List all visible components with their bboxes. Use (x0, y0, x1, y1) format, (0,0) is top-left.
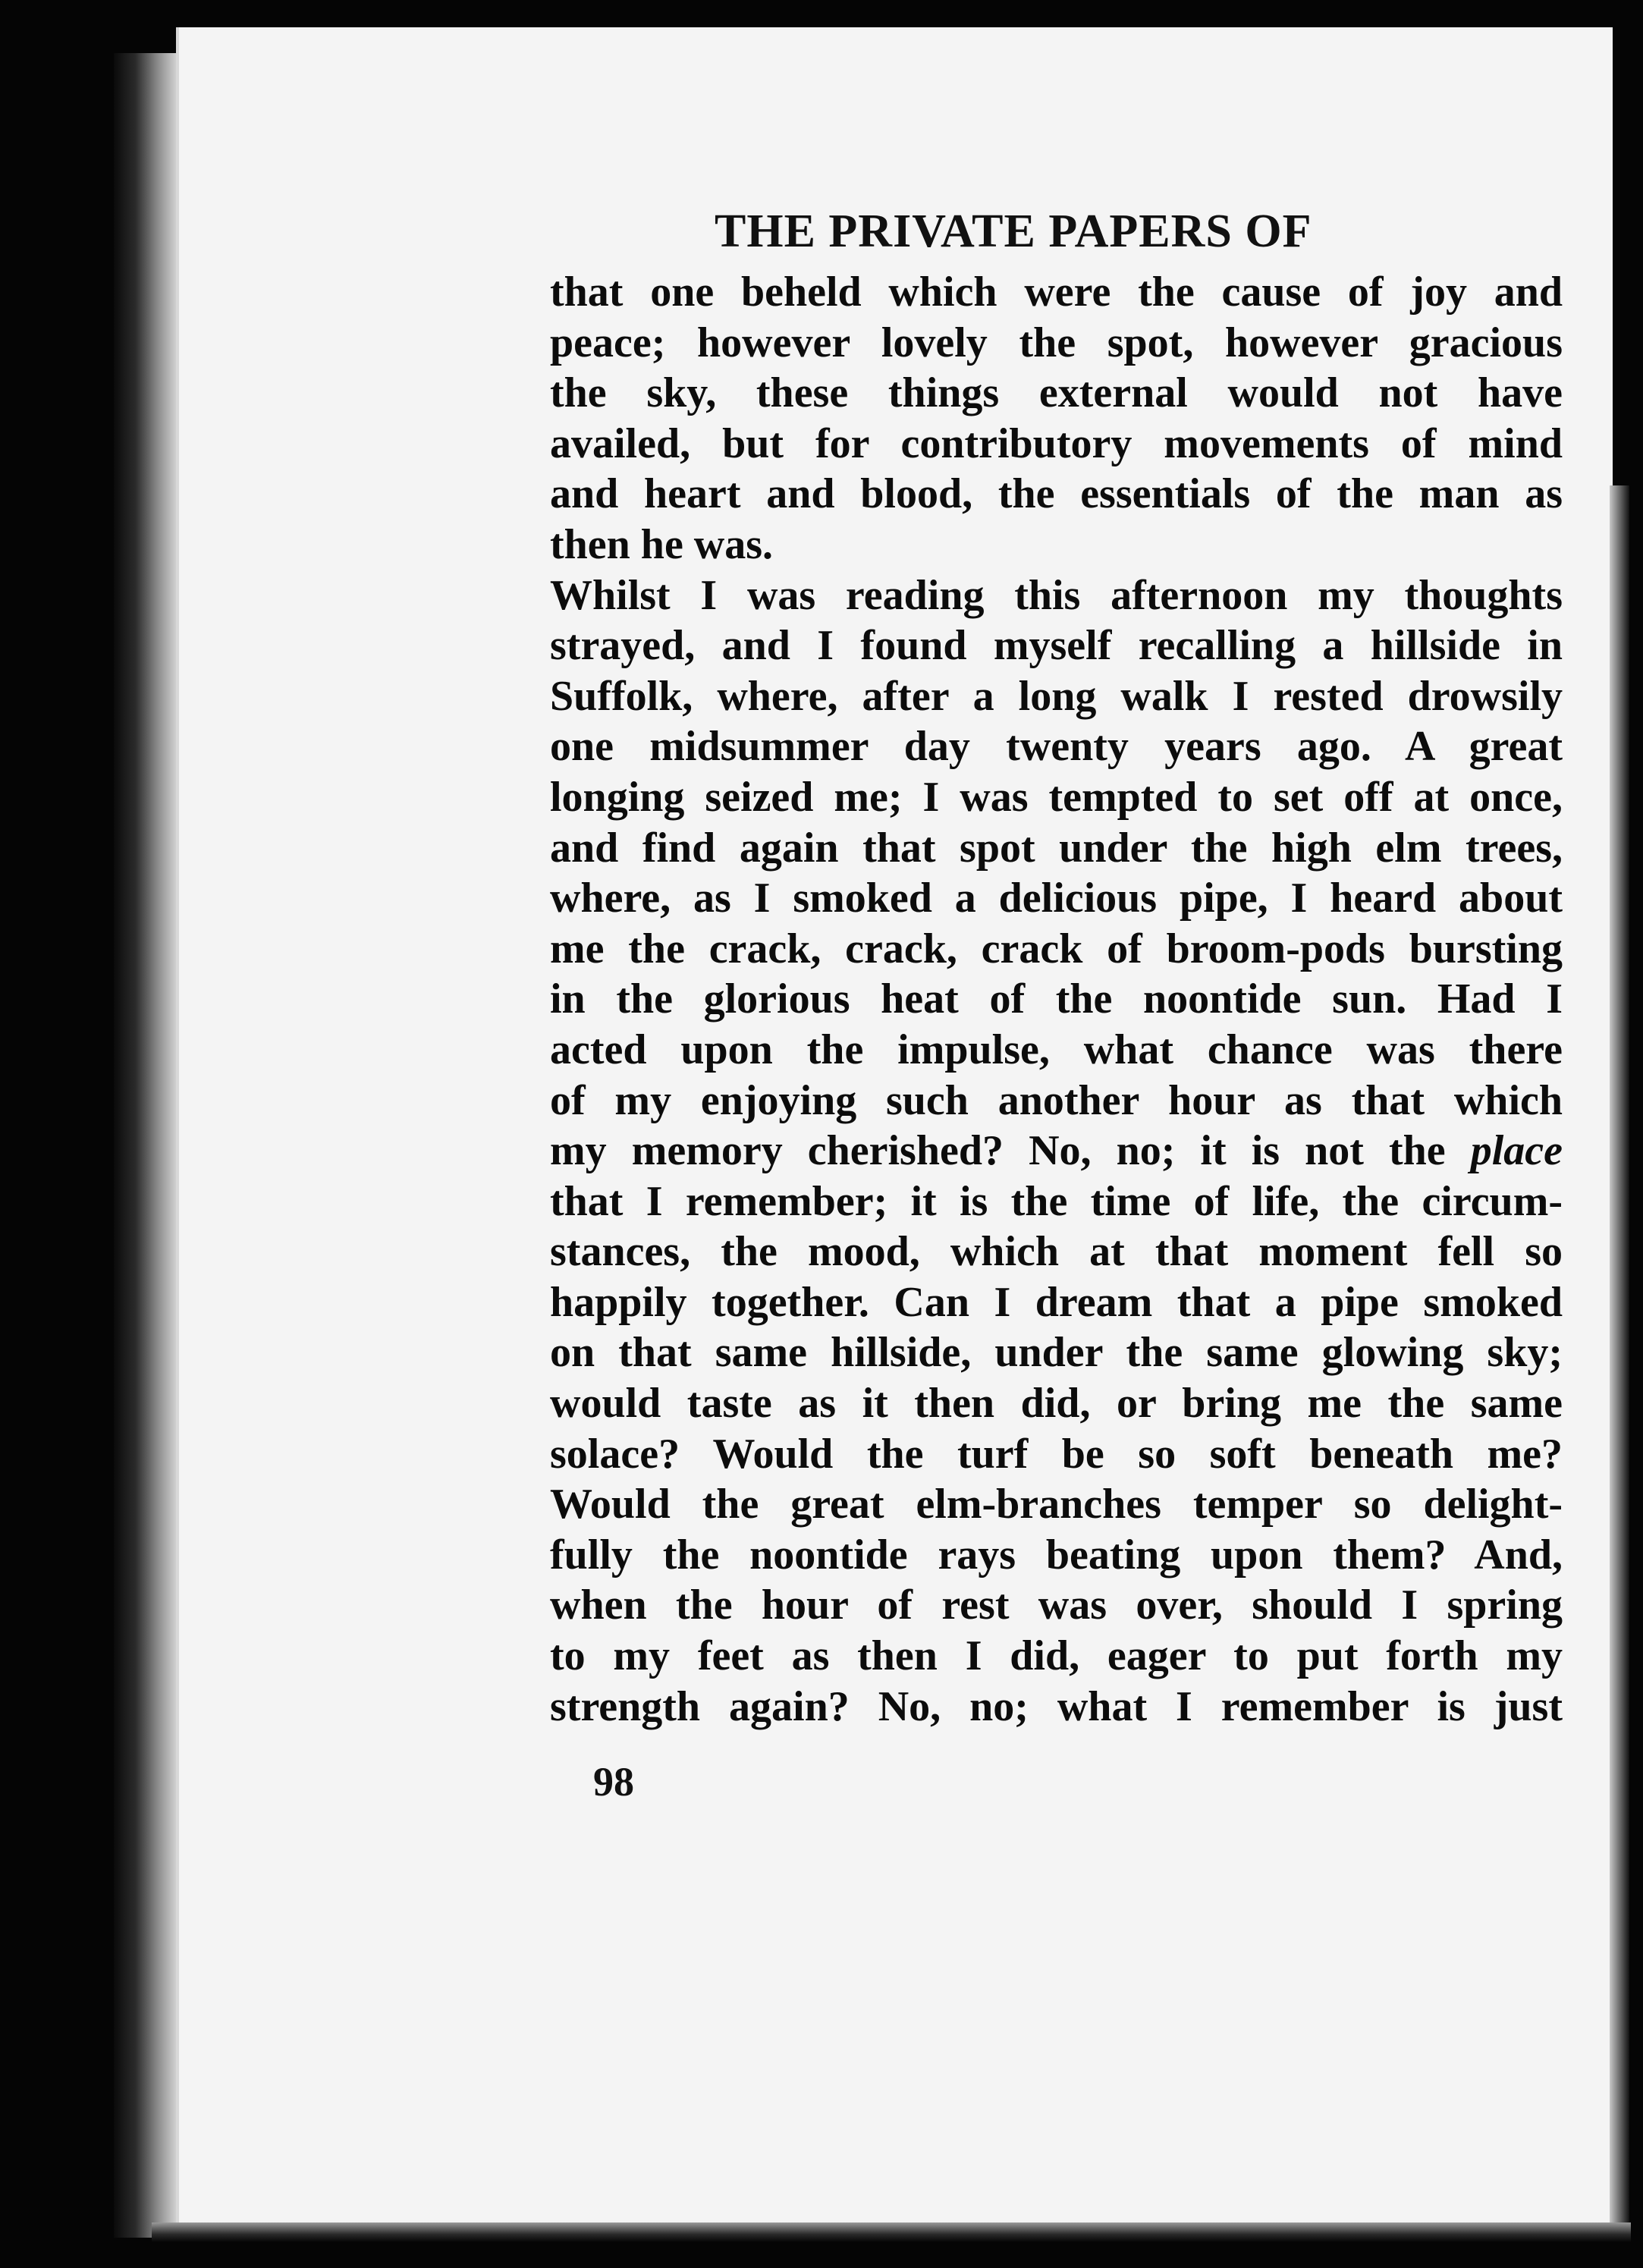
text-line: stances, the mood, which at that moment fell so (550, 1228, 1563, 1276)
text-line: that I remember; it is the time of life, the circum- (550, 1177, 1563, 1225)
text-line: me the crack, crack, crack of broom-pods bursting (550, 925, 1563, 972)
body-text (550, 267, 1563, 1732)
page-right-edge (1610, 485, 1629, 2230)
text-line: of my enjoying such another hour as that which (550, 1076, 1563, 1124)
page-number: 98 (593, 1759, 634, 1805)
text-line: where, as I smoked a delicious pipe, I heard about (550, 875, 1563, 922)
text-line: Whilst I was reading this afternoon my thoughts (550, 571, 1563, 619)
text-line: one midsummer day twenty years ago. A great (550, 723, 1563, 771)
text-line: when the hour of rest was over, should I spring (550, 1582, 1563, 1629)
text-line: to my feet as then I did, eager to put forth my (550, 1632, 1563, 1680)
text-line: peace; however lovely the spot, however gracious (550, 319, 1563, 366)
text-line: the sky, these things external would not have (550, 369, 1563, 417)
book-spine-edge (114, 53, 176, 2238)
text-line: strength again? No, no; what I remember is just (550, 1682, 1563, 1730)
text-line: acted upon the impulse, what chance was there (550, 1026, 1563, 1073)
text-line: on that same hillside, under the same glowing sky; (550, 1329, 1563, 1377)
text-line: availed, but for contributory movements of mind (550, 419, 1563, 467)
text-fragment: my memory cherished? No, no; it is not the (550, 1127, 1446, 1175)
page-bottom-edge (152, 2222, 1631, 2242)
text-line: Would the great elm-branches temper so delight- (550, 1481, 1563, 1528)
text-line: happily together. Can I dream that a pipe smoked (550, 1278, 1563, 1326)
text-line: and heart and blood, the essentials of the man as (550, 470, 1563, 518)
running-head: THE PRIVATE PAPERS OF (715, 206, 1312, 257)
italic-word: place (1470, 1127, 1563, 1175)
text-line: then he was. (550, 520, 774, 568)
text-line: fully the noontide rays beating upon them? And, (550, 1531, 1563, 1578)
text-line: longing seized me; I was tempted to set off at once, (550, 773, 1563, 821)
text-line: solace? Would the turf be so soft beneath me? (550, 1430, 1563, 1478)
text-line: would taste as it then did, or bring me the same (550, 1380, 1563, 1428)
text-line: and find again that spot under the high elm trees, (550, 824, 1563, 872)
text-line: that one beheld which were the cause of joy and (550, 269, 1563, 316)
text-line-with-italic (550, 1126, 1563, 1176)
text-line: Suffolk, where, after a long walk I rested drowsily (550, 672, 1563, 720)
text-line: in the glorious heat of the noontide sun. Had I (550, 975, 1563, 1023)
text-line: strayed, and I found myself recalling a hillside in (550, 622, 1563, 670)
